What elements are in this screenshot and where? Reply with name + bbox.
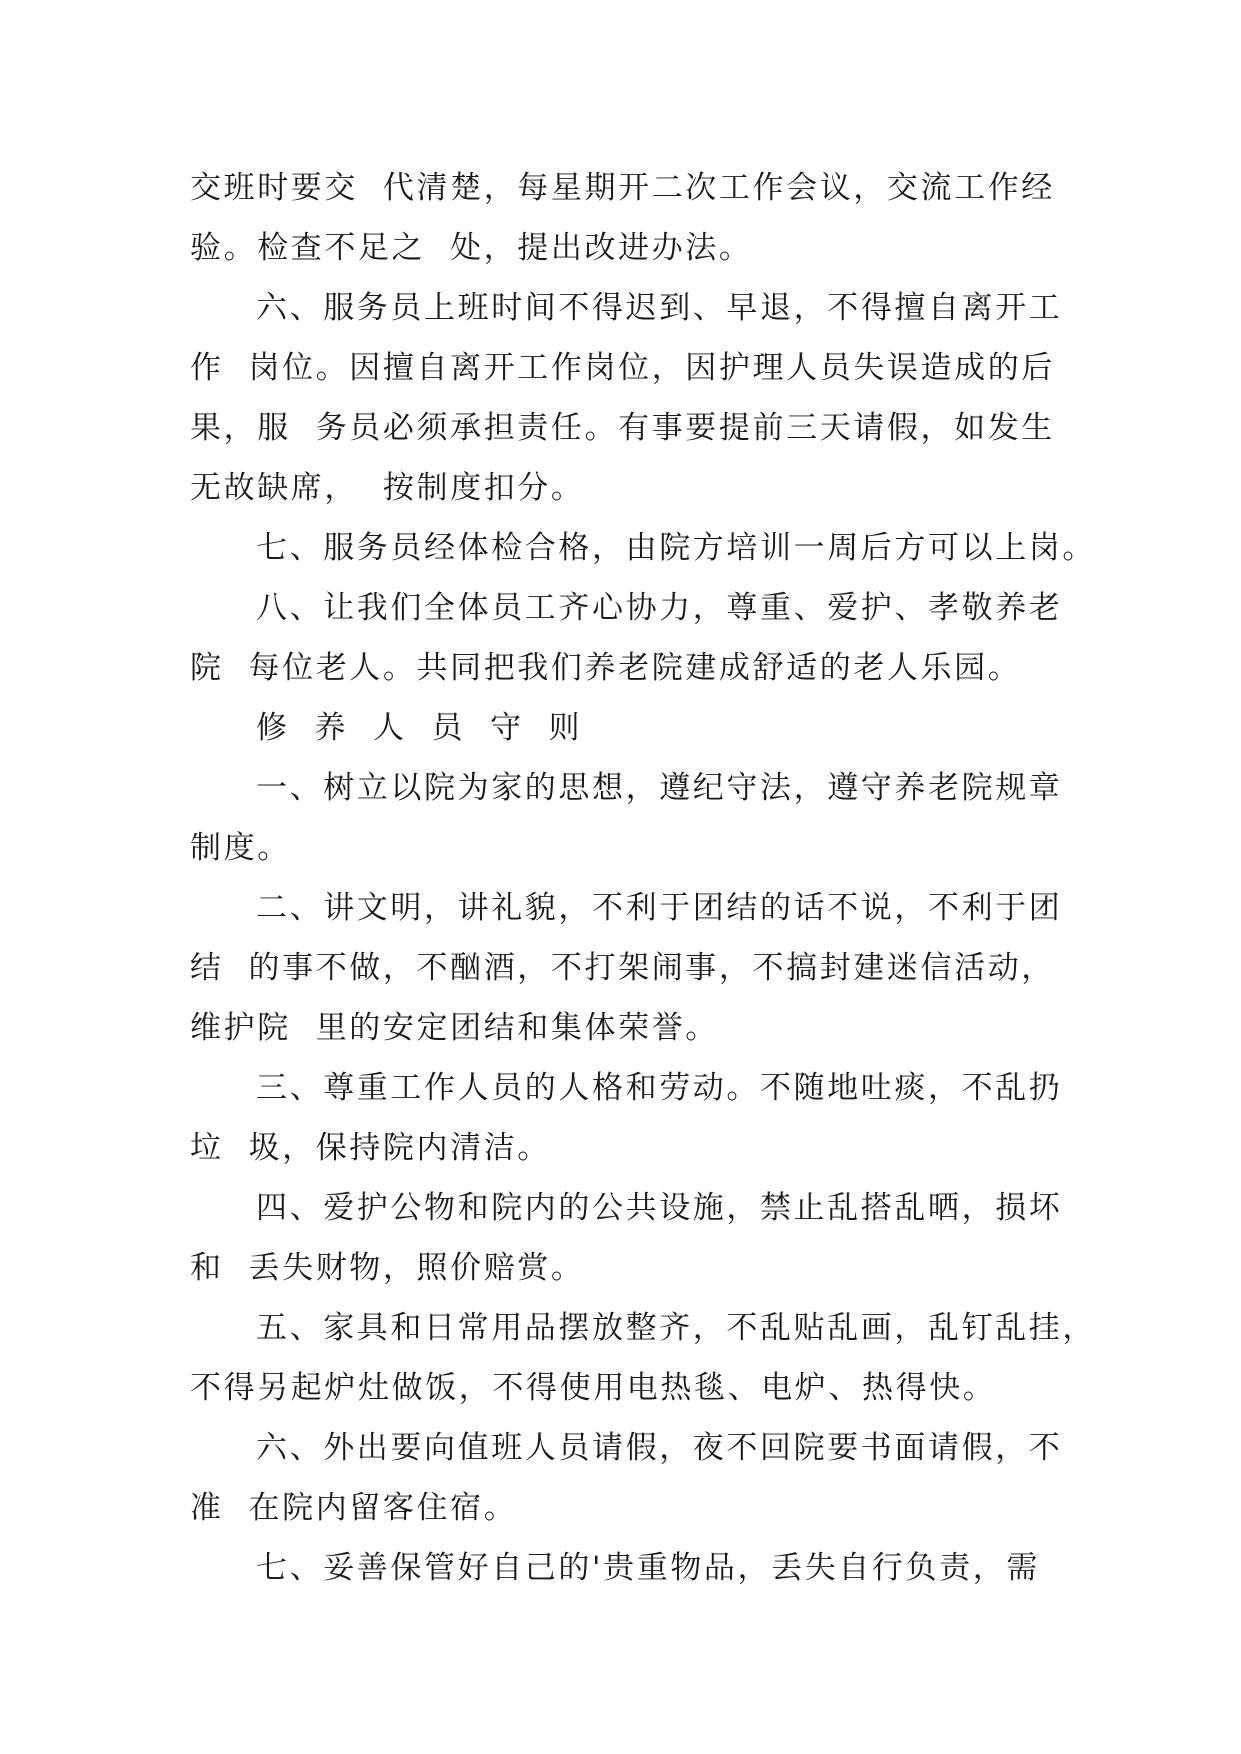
paragraph-line: 五、家具和日常用品摆放整齐，不乱贴乱画，乱钉乱挂， (256, 1310, 1096, 1346)
paragraph-line: 验。检查不足之 处，提出改进办法。 (190, 230, 753, 266)
paragraph-line: 不得另起炉灶做饭，不得使用电热毯、电炉、热得快。 (190, 1370, 997, 1406)
paragraph-line: 交班时要交 代清楚，每星期开二次工作会议，交流工作经 (190, 170, 1055, 206)
document-body (190, 158, 1096, 1598)
paragraph-line: 四、爱护公物和院内的公共设施，禁止乱搭乱晒，损坏 (256, 1190, 1063, 1226)
paragraph-line: 制度。 (190, 830, 291, 866)
paragraph-line: 和 丢失财物，照价赔赏。 (190, 1250, 585, 1286)
paragraph-line: 三、尊重工作人员的人格和劳动。不随地吐痰，不乱扔 (256, 1070, 1063, 1106)
paragraph-line: 七、服务员经体检合格，由院方培训一周后方可以上岗。 (256, 530, 1096, 566)
paragraph-line: 垃 圾，保持院内清洁。 (190, 1130, 551, 1166)
paragraph-line: 果，服 务员必须承担责任。有事要提前三天请假，如发生 (190, 410, 1055, 446)
paragraph-line: 作 岗位。因擅自离开工作岗位，因护理人员失误造成的后 (190, 350, 1055, 386)
paragraph-line: 结 的事不做，不酗酒，不打架闹事，不搞封建迷信活动， (190, 950, 1055, 986)
section-heading: 修 养 人 员 守 则 (256, 710, 583, 746)
paragraph-line: 无故缺席， 按制度扣分。 (190, 470, 585, 506)
paragraph-line: 院 每位老人。共同把我们养老院建成舒适的老人乐园。 (190, 650, 1022, 686)
paragraph-line: 八、让我们全体员工齐心协力，尊重、爱护、孝敬养老 (256, 590, 1063, 626)
paragraph-line: 一、树立以院为家的思想，遵纪守法，遵守养老院规章 (256, 770, 1063, 806)
paragraph-line: 准 在院内留客住宿。 (190, 1490, 518, 1526)
paragraph-line: 二、讲文明，讲礼貌，不利于团结的话不说，不利于团 (256, 890, 1063, 926)
paragraph-line: 六、外出要向值班人员请假，夜不回院要书面请假，不 (256, 1430, 1063, 1466)
paragraph-line: 六、服务员上班时间不得迟到、早退，不得擅自离开工 (256, 290, 1063, 326)
paragraph-line: 七、妥善保管好自己的'贵重物品，丢失自行负责，需 (256, 1550, 1040, 1586)
paragraph-line: 维护院 里的安定团结和集体荣誉。 (190, 1010, 719, 1046)
